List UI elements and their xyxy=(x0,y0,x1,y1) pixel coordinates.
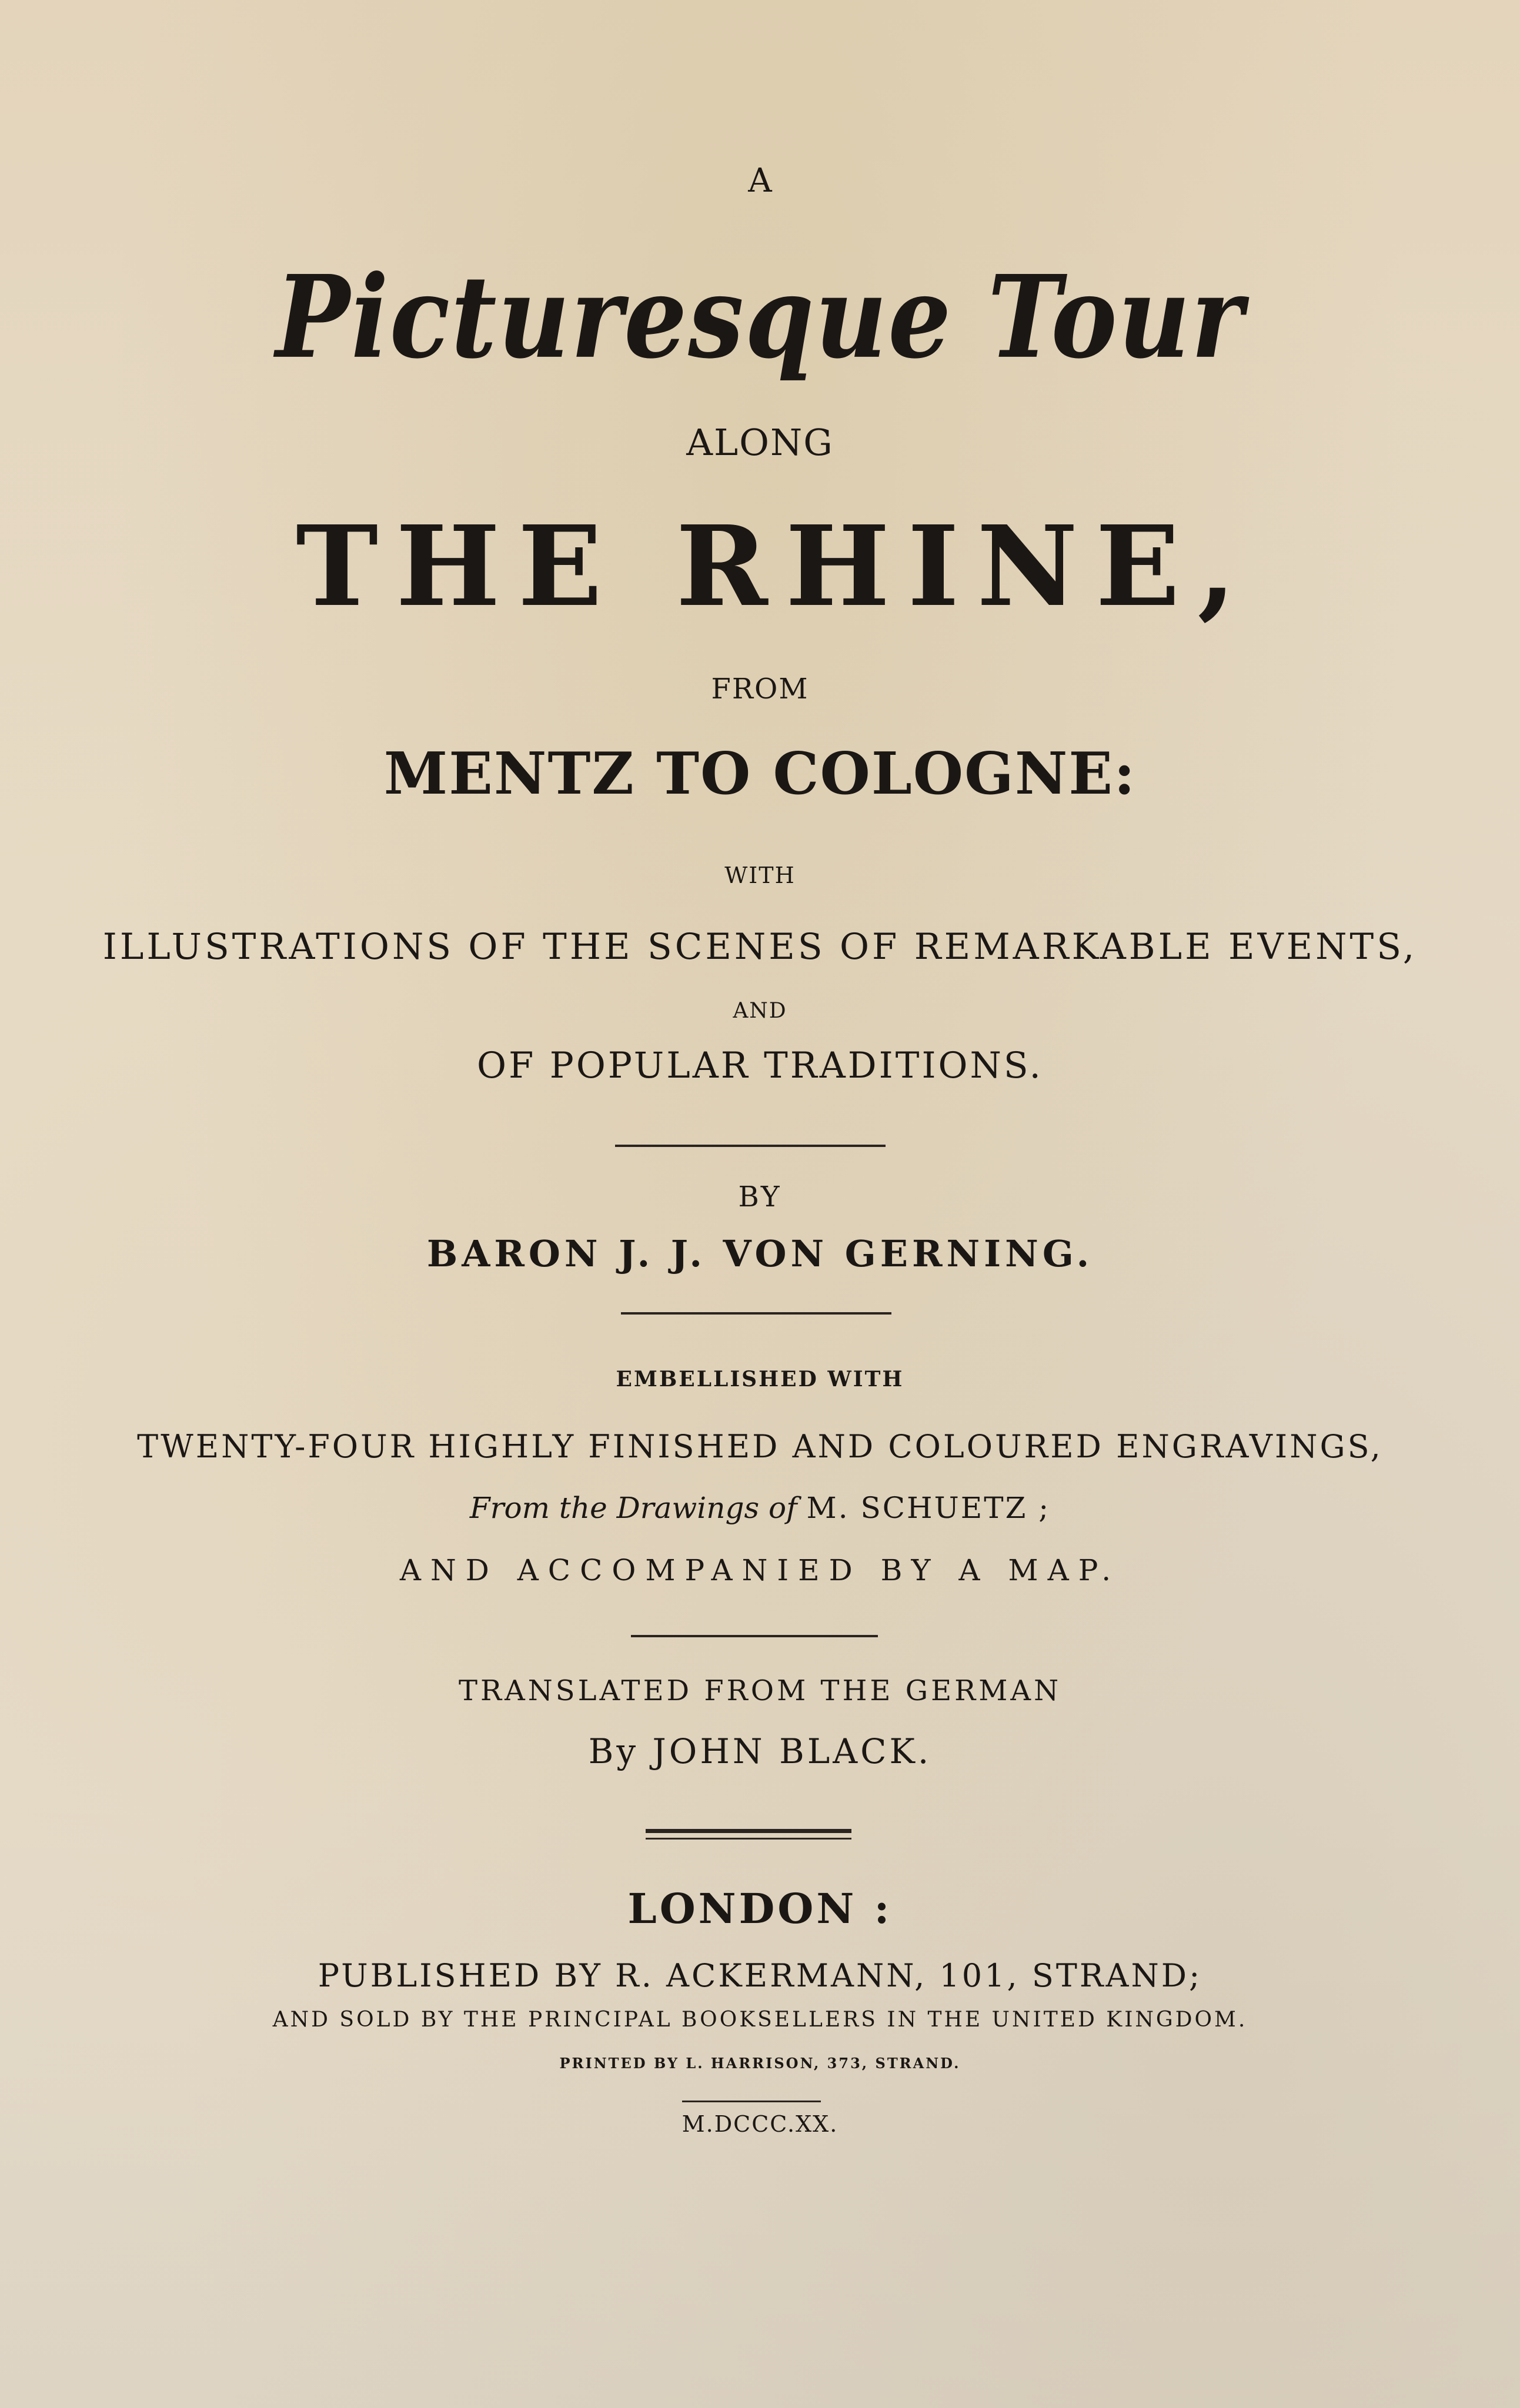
divider-rule-1 xyxy=(615,1145,886,1147)
engravings-line: TWENTY-FOUR HIGHLY FINISHED AND COLOURED ENGRAVINGS, xyxy=(137,1428,1383,1465)
main-title-the-rhine: THE RHINE, xyxy=(296,501,1254,631)
drawings-line xyxy=(0,1493,1520,1523)
city-line: LONDON : xyxy=(627,1884,893,1933)
and-line: AND xyxy=(733,999,787,1023)
author-line: BARON J. J. VON GERNING. xyxy=(426,1232,1094,1275)
from-line: FROM xyxy=(711,673,809,705)
map-line: AND ACCOMPANIED BY A MAP. xyxy=(399,1553,1121,1587)
divider-rule-3 xyxy=(631,1635,878,1637)
publisher-line: PUBLISHED BY R. ACKERMANN, 101, STRAND; xyxy=(318,1957,1202,1994)
illustrations-line: ILLUSTRATIONS OF THE SCENES OF REMARKABLE EVENTS, xyxy=(102,926,1418,968)
printer-line: PRINTED BY L. HARRISON, 373, STRAND. xyxy=(559,2055,961,2072)
year-line: M.DCCC.XX. xyxy=(682,2111,838,2137)
drawings-artist: M. SCHUETZ ; xyxy=(806,1491,1051,1525)
divider-rule-4 xyxy=(682,2101,821,2102)
divider-rule-2 xyxy=(621,1312,891,1315)
article-a: A xyxy=(748,162,772,200)
double-rule-bottom xyxy=(646,1838,851,1840)
traditions-line: OF POPULAR TRADITIONS. xyxy=(477,1045,1043,1086)
double-rule-top xyxy=(646,1829,851,1833)
embellished-line: EMBELLISHED WITH xyxy=(616,1367,904,1392)
by-line: BY xyxy=(738,1180,782,1213)
along-line: ALONG xyxy=(686,421,834,464)
translated-line: TRANSLATED FROM THE GERMAN xyxy=(458,1674,1062,1707)
route-line: MENTZ TO COLOGNE: xyxy=(383,740,1137,808)
sold-by-line: AND SOLD BY THE PRINCIPAL BOOKSELLERS IN THE UNITED KINGDOM. xyxy=(272,2008,1248,2032)
translator-line: By JOHN BLACK. xyxy=(588,1731,932,1771)
drawings-prefix: From the Drawings of xyxy=(469,1491,797,1525)
title-picturesque-tour: Picturesque Tour xyxy=(275,250,1245,384)
with-line: WITH xyxy=(724,862,796,888)
